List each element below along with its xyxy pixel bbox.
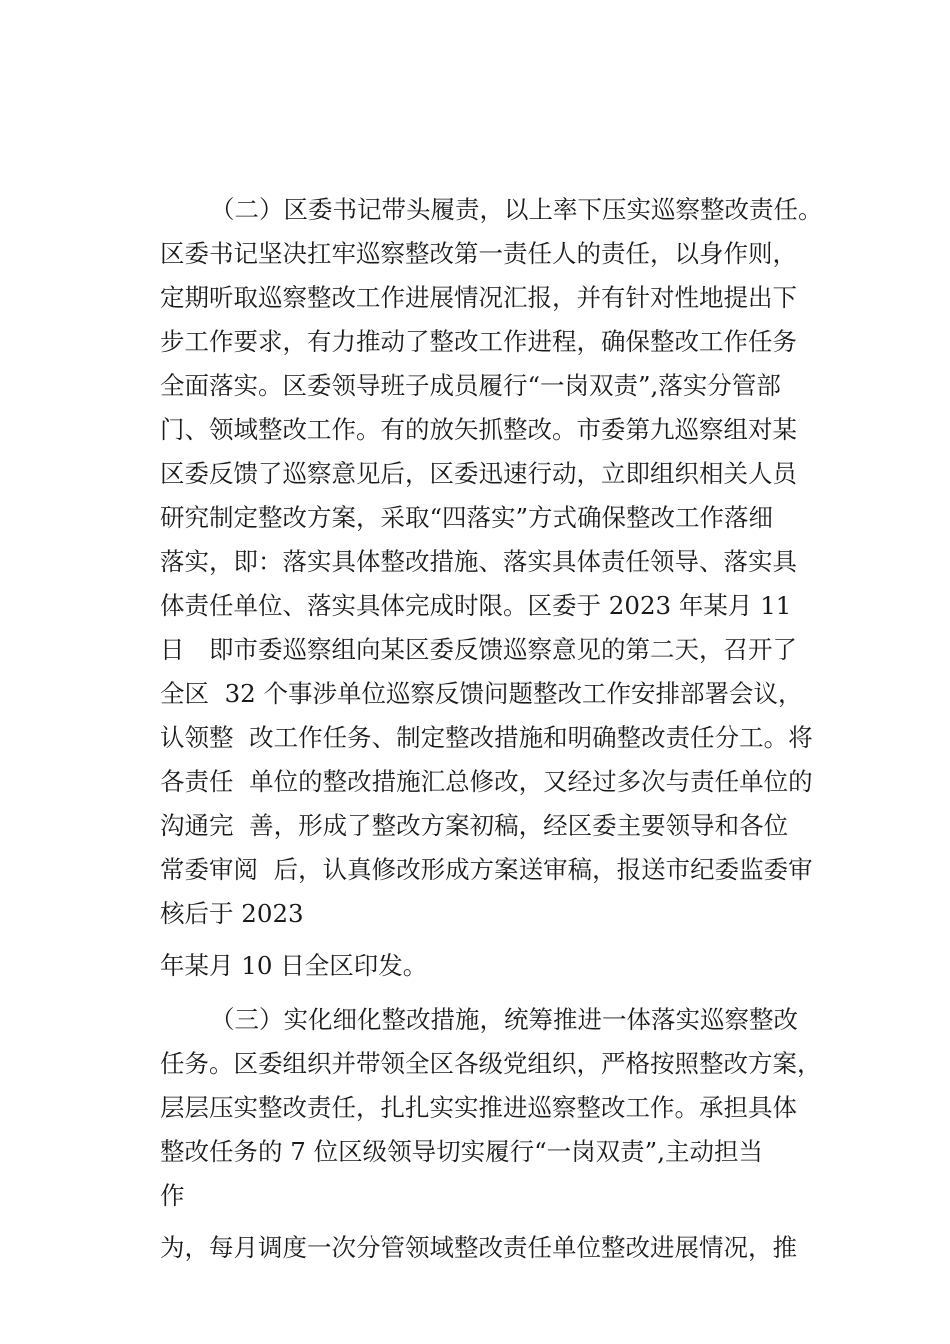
paragraph-line: 各责任 单位的整改措施汇总修改，又经过多次与责任单位的 [160, 767, 813, 796]
paragraph-line: 核后于 2023 [160, 899, 304, 928]
paragraph-line: 研究制定整改方案，采取“四落实”方式确保整改工作落细 [160, 503, 774, 532]
paragraph-continuation-line: 年某月 10 日全区印发。 [160, 951, 428, 980]
section-three-heading-line: （三）实化细化整改措施，统筹推进一体落实巡察整改 [210, 1005, 798, 1034]
paragraph-line: 落实，即：落实具体整改措施、落实具体责任领导、落实具 [160, 547, 797, 576]
paragraph-line: 日 即市委巡察组向某区委反馈巡察意见的第二天，召开了 [160, 635, 797, 664]
paragraph-line: 整改任务的 7 位区级领导切实履行“一岗双责”,主动担当 [160, 1137, 763, 1166]
paragraph-line: 认领整 改工作任务、制定整改措施和明确整改责任分工。将 [160, 723, 813, 752]
paragraph-line: 层层压实整改责任，扎扎实实推进巡察整改工作。承担具体 [160, 1093, 797, 1122]
paragraph-line: 步工作要求，有力推动了整改工作进程，确保整改工作任务 [160, 327, 797, 356]
paragraph-line: 区委书记坚决扛牢巡察整改第一责任人的责任，以身作则， [160, 239, 797, 268]
paragraph-line: 作 [160, 1181, 185, 1210]
paragraph-line: 全面落实。区委领导班子成员履行“一岗双责”,落实分管部 [160, 371, 781, 400]
paragraph-line: 定期听取巡察整改工作进展情况汇报，并有针对性地提出下 [160, 283, 797, 312]
paragraph-line: 体责任单位、落实具体完成时限。区委于 2023 年某月 11 [160, 591, 792, 620]
paragraph-line: 沟通完 善，形成了整改方案初稿，经区委主要领导和各位 [160, 811, 789, 840]
paragraph-line: 任务。区委组织并带领全区各级党组织，严格按照整改方案， [160, 1049, 822, 1078]
paragraph-line: 常委审阅 后，认真修改形成方案送审稿，报送市纪委监委审 [160, 855, 813, 884]
paragraph-line: 区委反馈了巡察意见后，区委迅速行动，立即组织相关人员 [160, 459, 797, 488]
paragraph-line: 全区 32 个事涉单位巡察反馈问题整改工作安排部署会议， [160, 679, 803, 708]
section-two-heading-line: （二）区委书记带头履责，以上率下压实巡察整改责任。 [210, 195, 823, 224]
paragraph-continuation-line: 为，每月调度一次分管领域整改责任单位整改进展情况，推 [160, 1233, 797, 1262]
paragraph-line: 门、领域整改工作。有的放矢抓整改。市委第九巡察组对某 [160, 415, 797, 444]
